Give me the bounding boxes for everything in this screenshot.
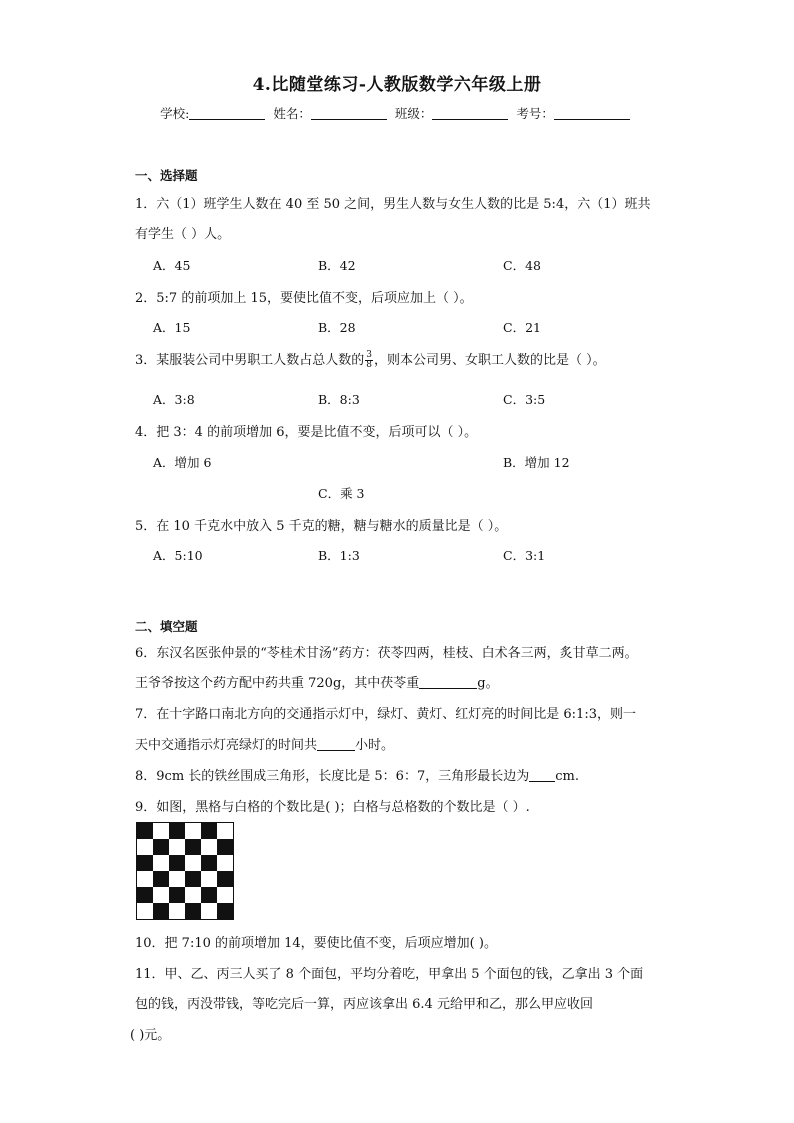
white-cell xyxy=(153,823,169,839)
white-cell xyxy=(137,839,153,855)
q7-suffix: 小时。 xyxy=(355,738,395,753)
white-cell xyxy=(153,855,169,871)
black-cell xyxy=(217,839,233,855)
black-cell xyxy=(153,871,169,887)
q4-option-b[interactable]: B．增加 12 xyxy=(503,455,570,470)
q1-option-c[interactable]: C．48 xyxy=(503,258,541,273)
student-info-row xyxy=(0,104,794,122)
black-cell xyxy=(217,903,233,919)
white-cell xyxy=(169,871,185,887)
q7-line1: 7．在十字路口南北方向的交通指示灯中，绿灯、黄灯、红灯亮的时间比是 6:1:3，则一 xyxy=(135,707,636,722)
white-cell xyxy=(169,903,185,919)
checkerboard-figure xyxy=(136,822,234,920)
q3-option-b[interactable]: B．8:3 xyxy=(318,392,360,407)
black-cell xyxy=(137,887,153,903)
q3-fraction xyxy=(365,351,373,370)
name-label: 姓名： xyxy=(273,106,311,121)
black-cell xyxy=(153,839,169,855)
name-blank[interactable] xyxy=(311,107,387,120)
q4-option-c[interactable]: C．乘 3 xyxy=(318,486,365,501)
white-cell xyxy=(169,839,185,855)
white-cell xyxy=(217,887,233,903)
black-cell xyxy=(201,823,217,839)
black-cell xyxy=(137,855,153,871)
q8-prefix: 8．9cm 长的铁丝围成三角形，长度比是 5：6：7，三角形最长边为 xyxy=(135,769,530,784)
black-cell xyxy=(185,839,201,855)
q11-line3: ( )元。 xyxy=(130,1028,171,1043)
school-blank[interactable] xyxy=(189,107,265,120)
q9-line1: 9．如图，黑格与白格的个数比是( )；白格与总格数的个数比是（ ）. xyxy=(135,800,530,815)
q4-option-a[interactable]: A．增加 6 xyxy=(153,455,212,470)
q8-line1 xyxy=(135,765,579,784)
q10-line1: 10．把 7:10 的前项增加 14，要使比值不变，后项应增加( )。 xyxy=(135,936,497,951)
q6-line1: 6．东汉名医张仲景的“苓桂术甘汤”药方：茯苓四两，桂枝、白术各三两，炙甘草二两。 xyxy=(135,646,638,661)
black-cell xyxy=(201,855,217,871)
q2-option-c[interactable]: C．21 xyxy=(503,320,541,335)
q7-answer-blank[interactable] xyxy=(317,738,355,751)
q3-option-c[interactable]: C．3:5 xyxy=(503,392,546,407)
q3-frac-numerator: 3 xyxy=(366,350,373,360)
q2-option-b[interactable]: B．28 xyxy=(318,320,356,335)
q11-line2: 包的钱，丙没带钱，等吃完后一算，丙应该拿出 6.4 元给甲和乙，那么甲应收回 xyxy=(135,997,593,1012)
white-cell xyxy=(185,855,201,871)
white-cell xyxy=(185,887,201,903)
q6-line2 xyxy=(135,672,499,691)
class-blank[interactable] xyxy=(432,107,508,120)
white-cell xyxy=(153,887,169,903)
q8-suffix: cm. xyxy=(555,769,579,784)
q6-suffix: g。 xyxy=(477,676,499,691)
q5-option-a[interactable]: A．5:10 xyxy=(153,548,203,563)
q3-line1 xyxy=(135,349,606,370)
q11-line1: 11．甲、乙、丙三人买了 8 个面包，平均分着吃，甲拿出 5 个面包的钱，乙拿出 3 个面 xyxy=(135,967,644,982)
white-cell xyxy=(137,903,153,919)
class-label: 班级： xyxy=(394,106,433,121)
black-cell xyxy=(169,823,185,839)
white-cell xyxy=(201,903,217,919)
q8-answer-blank[interactable] xyxy=(529,769,555,782)
q6-answer-blank[interactable] xyxy=(419,676,477,689)
white-cell xyxy=(137,871,153,887)
black-cell xyxy=(153,903,169,919)
black-cell xyxy=(137,823,153,839)
q5-line1: 5．在 10 千克水中放入 5 千克的糖，糖与糖水的质量比是（ ）。 xyxy=(135,519,508,534)
section-heading-fill: 二、填空题 xyxy=(135,619,198,634)
black-cell xyxy=(169,887,185,903)
q5-option-c[interactable]: C．3:1 xyxy=(503,548,546,563)
black-cell xyxy=(185,903,201,919)
exam-number-blank[interactable] xyxy=(554,107,630,120)
q1-option-a[interactable]: A．45 xyxy=(153,258,191,273)
q5-option-b[interactable]: B．1:3 xyxy=(318,548,360,563)
section-heading-choice: 一、选择题 xyxy=(135,168,198,183)
q7-line2 xyxy=(135,734,394,753)
q7-prefix: 天中交通指示灯亮绿灯的时间共 xyxy=(135,738,318,753)
q1-line1: 1．六（1）班学生人数在 40 至 50 之间，男生人数与女生人数的比是 5:4，六（1）班共 xyxy=(135,197,651,212)
white-cell xyxy=(217,823,233,839)
white-cell xyxy=(201,839,217,855)
q4-line1: 4．把 3：4 的前项增加 6，要是比值不变，后项可以（ ）。 xyxy=(135,425,478,440)
q6-prefix: 王爷爷按这个药方配中药共重 720g，其中茯苓重 xyxy=(135,676,420,691)
school-label: 学校: xyxy=(160,106,190,121)
exam-number-label: 考号： xyxy=(516,106,554,121)
q3-suffix: ，则本公司男、女职工人数的比是（ ）。 xyxy=(374,353,606,368)
black-cell xyxy=(201,887,217,903)
black-cell xyxy=(169,855,185,871)
white-cell xyxy=(185,823,201,839)
white-cell xyxy=(201,871,217,887)
white-cell xyxy=(217,855,233,871)
q3-option-a[interactable]: A．3:8 xyxy=(153,392,195,407)
black-cell xyxy=(185,871,201,887)
q1-option-b[interactable]: B．42 xyxy=(318,258,356,273)
q3-frac-denominator: 8 xyxy=(366,360,373,370)
q2-line1: 2．5:7 的前项加上 15，要使比值不变，后项应加上（ ）。 xyxy=(135,291,473,306)
q2-option-a[interactable]: A．15 xyxy=(153,320,191,335)
q1-line2: 有学生（ ）人。 xyxy=(135,227,231,242)
q3-prefix: 3．某服装公司中男职工人数占总人数的 xyxy=(135,353,365,368)
black-cell xyxy=(217,871,233,887)
page-title: 4.比随堂练习-人教版数学六年级上册 xyxy=(252,75,542,95)
